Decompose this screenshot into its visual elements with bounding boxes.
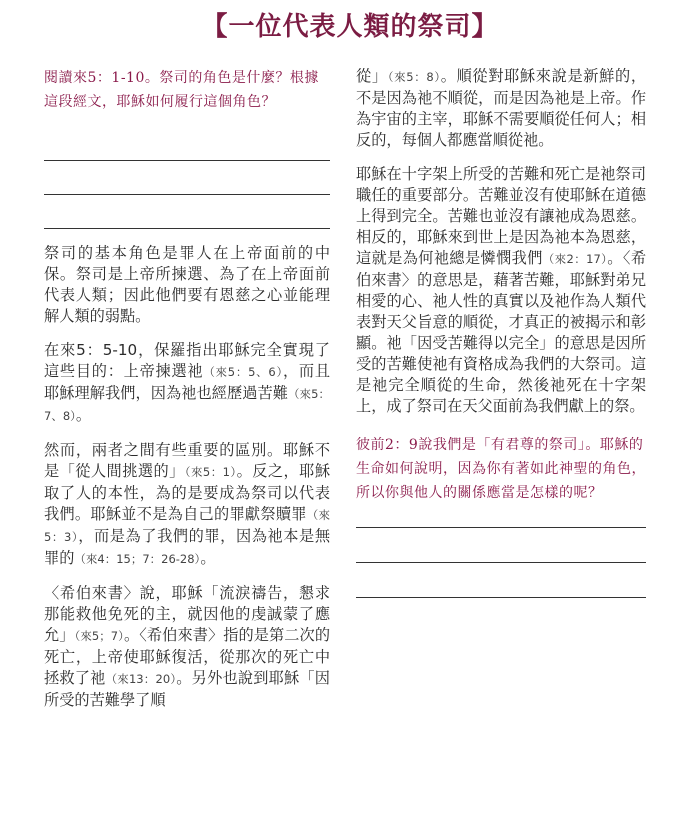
scripture-ref: （來5：7、8） [44, 387, 331, 423]
scripture-ref: （來5；7） [74, 629, 124, 643]
text: 從」 [356, 67, 388, 85]
paragraph-obedience [356, 66, 646, 151]
paragraph-prayer-tears [44, 583, 330, 711]
page-title: 【一位代表人類的祭司】 [201, 12, 499, 42]
paragraph-suffering-cross [356, 164, 646, 417]
text: 耶穌在十字架上所受的苦難和死亡是祂祭司職任的重要部分。苦難並沒有使耶穌在道德上得到完全。苦難也並沒有讓祂成為恩慈。相反的，耶穌來到世上是因為祂本為恩慈，這就是為何祂總是憐憫我們 [356, 165, 646, 267]
scripture-ref: （來13：20） [105, 672, 177, 686]
text: 〈希伯來書〉說，耶穌「流淚禱告，懇求那能救他免死的主，就因他的虔誠蒙了應允」 [44, 584, 330, 644]
paragraph-differences [44, 440, 330, 570]
scripture-ref: （來5：1） [184, 465, 237, 479]
text: 然而，兩者之間有些重要的區別。耶穌不是「從人間挑選的」 [44, 441, 330, 480]
scripture-ref: （來4：15；7：26-28） [74, 552, 201, 566]
text: ，而是為了我們的罪，因為祂本是無罪的 [44, 527, 331, 567]
text: 在來5：5-10，保羅指出耶穌完全實現了這些目的：上帝揀選祂 [44, 341, 330, 380]
scripture-ref: （來5：3） [44, 508, 331, 544]
text: 。〈希伯來書〉指的是第二次的死亡，上帝使耶穌復活，從那次的死亡中拯救了祂 [44, 626, 331, 687]
paragraph-role-of-priest: 祭司的基本角色是罪人在上帝面前的中保。祭司是上帝所揀選、為了在上帝面前代表人類；因此他們要有恩慈之心並能理解人類的弱點。 [44, 244, 330, 325]
right-column [356, 66, 646, 598]
text: 。 [200, 549, 216, 567]
answer-lines[interactable] [44, 160, 330, 229]
text: 。順從對耶穌來說是新鮮的，不是因為祂不順從，而是因為祂是上帝。作為宇宙的主宰，耶穌不需要順從任何人；相反的，每個人都應當順從祂。 [356, 67, 646, 149]
text: 。另外也說到耶穌「因所受的苦難學了順 [44, 669, 330, 709]
text: 。 [75, 406, 92, 424]
answer-lines[interactable] [356, 527, 646, 598]
reflection-question: 彼前2：9說我們是「有君尊的祭司」。耶穌的生命如何說明，因為你有著如此神聖的角色，所以你與他人的關係應當是怎樣的呢？ [356, 437, 646, 501]
scripture-ref: （來5：8） [387, 70, 441, 84]
left-column [44, 66, 330, 711]
paragraph-heb-5-5-10 [44, 340, 330, 427]
text: 。〈希伯來書〉的意思是，藉著苦難，耶穌對弟兄相愛的心、祂人性的真實以及祂作為人類代表對天父旨意的順從，才真正的被揭示和彰顯。祂「因受苦難得以完全」的意思是因所受的苦難使祂有資格成為我們的大祭司。這是祂完全順從的生命，然後祂死在十字架上，成了祭司在天父面前為我們獻上的祭。 [356, 249, 647, 415]
answer-line[interactable] [356, 597, 646, 598]
reading-question: 閱讀來5：1-10。祭司的角色是什麼？根據這段經文，耶穌如何履行這個角色？ [44, 70, 319, 110]
scripture-ref: （來5：5、6） [203, 365, 283, 379]
scripture-ref: （來2：17） [542, 252, 608, 266]
text: ，而且耶穌理解我們，因為祂也經歷過苦難 [44, 362, 331, 402]
text: 。反之，耶穌取了人的本性，為的是要成為祭司以代表我們。耶穌並不是為自己的罪獻祭贖罪 [44, 462, 331, 523]
